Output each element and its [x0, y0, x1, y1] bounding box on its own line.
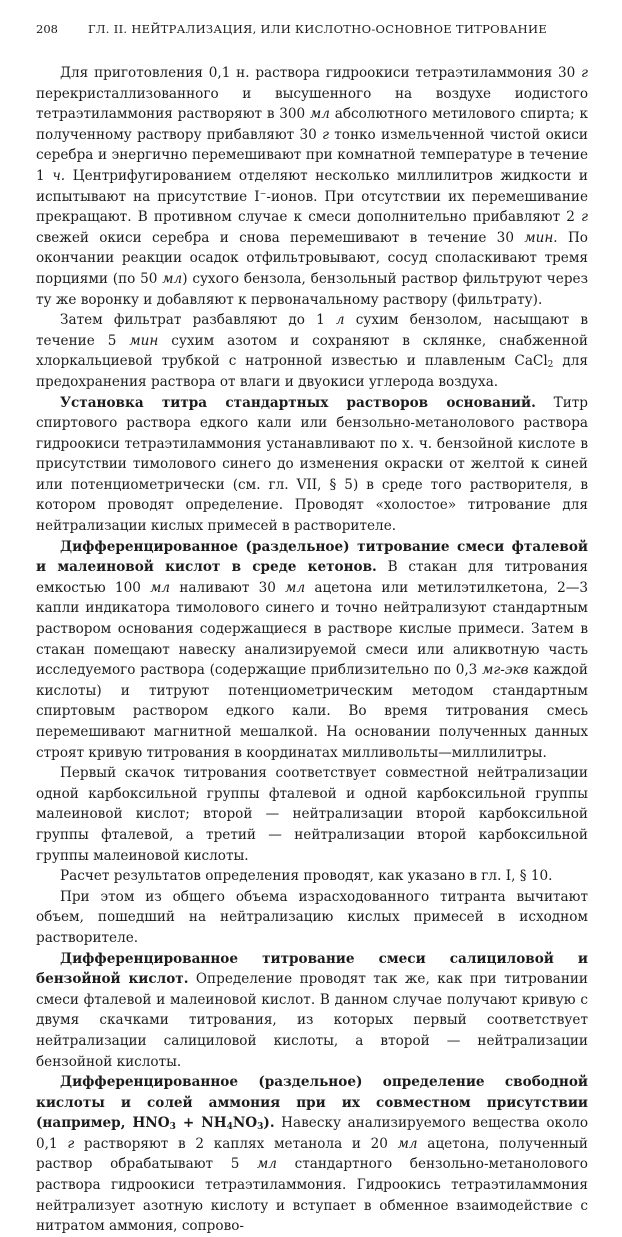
paragraph-subtraction: При этом из общего объема израсходованного титранта вычитают объем, пошедший на нейтрализацию кислых примесей в исходном растворителе.	[36, 888, 588, 946]
paragraph-salicylic-benzoic: Дифференцированное титрование смеси салициловой и бензойной кислот. Определение проводят так же, как при титровании смеси фталевой и малеиновой кислот. В данном случае получают кривую с двумя скачками титрования, из которых первый соответствует нейтрализации салициловой кислоты, а второй — нейтрализации бензойной кислоты.	[36, 950, 588, 1070]
section-heading: Установка титра стандартных растворов оснований.	[60, 394, 536, 411]
section-heading: Дифференцированное (раздельное) титрование смеси фталевой и малеиновой кислот в среде кетонов.	[36, 538, 588, 576]
paragraph-dilution: Затем фильтрат разбавляют до 1 л сухим бензолом, насыщают в течение 5 мин сухим азотом и сохраняют в склянке, снабженной хлоркальциевой трубкой с натронной известью и плавленым CaCl$_2$ для предохранения раствора от влаги и двуокиси углерода воздуха.	[36, 312, 588, 390]
running-header	[36, 22, 588, 36]
paragraph-phthalic-maleic: Дифференцированное (раздельное) титрование смеси фталевой и малеиновой кислот в среде кетонов. В стакан для титрования емкостью 100 мл наливают 30 мл ацетона или метилэтилкетона, 2—3 капли индикатора тимолового синего и точно нейтрализуют стандартным раствором основания содержащиеся в растворе кислые примеси. Затем в стакан помещают навеску анализируемой смеси или аликвотную часть исследуемого раствора (содержащие приблизительно по 0,3 мг-экв каждой кислоты) и титруют потенциометрическим методом стандартным спиртовым раствором едкого кали. Во время титрования смесь перемешивают магнитной мешалкой. На основании полученных данных строят кривую титрования в координатах милливольты—миллилитры.	[36, 538, 588, 761]
paragraph-preparation: Для приготовления 0,1 н. раствора гидроокиси тетраэтиламмония 30 г перекристаллизованного и высушенного на воздухе иодистого тетраэтиламмония растворяют в 300 мл абсолютного метилового спирта; к полученному раствору прибавляют 30 г тонко измельченной чистой окиси серебра и энергично перемешивают при комнатной температуре в течение 1 ч. Центрифугированием отделяют несколько миллилитров жидкости и испытывают на присутствие I−-ионов. При отсутствии их перемешивание прекращают. В противном случае к смеси дополнительно прибавляют 2 г свежей окиси серебра и снова перемешивают в течение 30 мин. По окончании реакции осадок отфильтровывают, сосуд споласкивают тремя порциями (по 50 мл) сухого бензола, бензольный раствор фильтруют через ту же воронку и добавляют к первоначальному раствору (фильтрату).	[36, 65, 588, 308]
book-page	[36, 22, 588, 1237]
section-heading: Дифференцированное (раздельное) определение свободной кислоты и солей аммония при их совместном присутствии (например, $HNO_3 + NH_4NO_3$).	[36, 1074, 588, 1133]
section-heading: Дифференцированное титрование смеси салициловой и бензойной кислот.	[36, 950, 588, 988]
paragraph-calculation: Расчет результатов определения проводят, как указано в гл. I, § 10.	[60, 868, 553, 885]
paragraph-acid-ammonium: Дифференцированное (раздельное) определение свободной кислоты и солей аммония при их совместном присутствии (например, $HNO_3 + NH_4NO_3$). Навеску анализируемого вещества около 0,1 г растворяют в 2 каплях метанола и 20 мл ацетона, полученный раствор обрабатывают 5 мл стандартного бензольно-метанолового раствора гидроокиси тетраэтиламмония. Гидроокись тетраэтиламмония нейтрализует азотную кислоту и вступает в обменное взаимодействие с нитратом аммония, сопрово-	[36, 1074, 589, 1235]
page-number: 208	[36, 22, 58, 36]
running-title: ГЛ. II. НЕЙТРАЛИЗАЦИЯ, ИЛИ КИСЛОТНО-ОСНОВНОЕ ТИТРОВАНИЕ	[88, 22, 548, 36]
paragraph-titer-standardization: Установка титра стандартных растворов оснований. Титр спиртового раствора едкого кали или бензольно-метанолового раствора гидроокиси тетраэтиламмония устанавливают по х. ч. бензойной кислоте в присутствии тимолового синего до изменения окраски от желтой к синей или потенциометрически (см. гл. VII, § 5) в среде того растворителя, в котором проводят определение. Проводят «холостое» титрование для нейтрализации кислых примесей в растворителе.	[36, 394, 588, 535]
paragraph-first-jump: Первый скачок титрования соответствует совместной нейтрализации одной карбоксильной группы фталевой и одной карбоксильной группы малеиновой кислот; второй — нейтрализации второй карбоксильной группы фталевой, а третий — нейтрализации второй карбоксильной группы малеиновой кислоты.	[36, 765, 588, 864]
